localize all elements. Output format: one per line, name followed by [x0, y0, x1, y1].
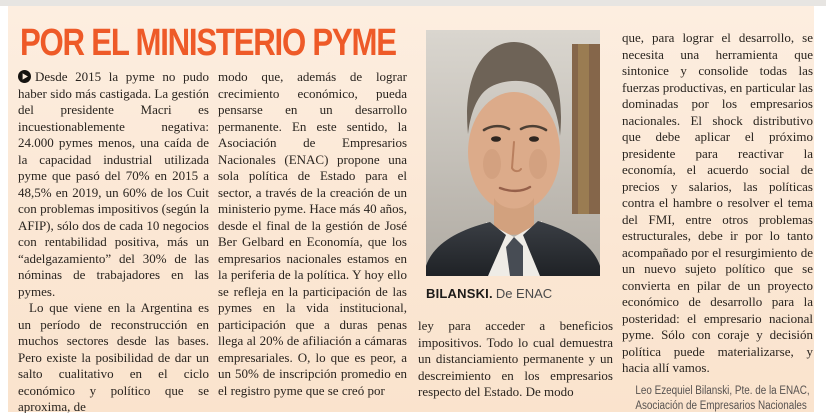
article-paragraph: ley para acceder a beneficios impositivos. Todo lo cual demuestra un distanciamiento permanente y un descreimiento en los empresarios respecto del Estado. De modo — [418, 318, 613, 399]
article-column-4 — [622, 30, 813, 412]
caption-description: De ENAC — [495, 286, 553, 301]
portrait-photo — [426, 30, 600, 276]
byline-line-1: Leo Ezequiel Bilanski, Pte. de la ENAC, — [635, 384, 810, 397]
article-headline: POR EL MINISTERIO PYME — [20, 22, 396, 64]
article-column-3 — [418, 318, 613, 413]
caption-name: BILANSKI. — [426, 286, 493, 301]
article-panel — [8, 6, 814, 412]
article-paragraph — [18, 69, 209, 300]
article-column-1 — [18, 69, 209, 413]
article-paragraph: Lo que viene en la Argentina es un período de reconstrucción en muchos sectores desde las bases. Pero existe la posibilidad de dar un salto cualitativo en el ciclo económico y político que se aproxima, de — [18, 300, 209, 413]
photo-caption — [426, 286, 616, 301]
byline — [635, 384, 810, 413]
play-bullet-icon — [18, 70, 31, 83]
paragraph-text: Desde 2015 la pyme no pudo haber sido más castigada. La gestión del presidente Macri es incuestionablemente negativa: 24.000 pymes menos, una caída de la capacidad industrial utilizada pyme que pasó del 70% en 2015 a 48,5% en 2019, un 60% de los Cuit con problemas impositivos (según la AFIP), sólo dos de cada 10 negocios con rentabilidad positiva, más un “adelgazamiento” del 30% de las nóminas de trabajadores en las pymes. — [18, 69, 209, 299]
article-column-2 — [218, 69, 407, 413]
article-paragraph: modo que, además de lograr crecimiento económico, pueda pensarse en un desarrollo permanente. En este sentido, la Asociación de Empresarios Nacionales (ENAC) propone una sola política de Estado para el sector, a través de la creación de un ministerio pyme. Hace más 40 años, desde el final de la gestión de José Ber Gelbard en Economía, que los empresarios nacionales estamos en la periferia de la política. Y hoy ello se refleja en la participación de las pymes en la vida institucional, participación que a duras penas llega al 20% de afiliación a cámaras empresariales. O, lo que es peor, a un 50% de inscripción promedio en el registro pyme que se creó por — [218, 69, 407, 398]
byline-line-2: Asociación de Empresarios Nacionales — [635, 399, 807, 412]
article-paragraph: que, para lograr el desarrollo, se necesita una herramienta que sintonice y consolide todas las fuerzas productivas, en particular las dominadas por los empresarios nacionales. El shock distributivo que debe aplicar el próximo presidente para reactivar la economía, el acuerdo social de precios y salarios, las políticas contra el hambre o resolver el tema del FMI, entre otros problemas estructurales, debe ir por lo tanto acompañado por el resurgimiento de un nuevo sujeto político que se convierta en pilar de un proyecto económico de desarrollo para la posteridad: el empresario nacional pyme. Sólo con coraje y decisión política puede materializarse, y hacia allí vamos. — [622, 30, 813, 375]
